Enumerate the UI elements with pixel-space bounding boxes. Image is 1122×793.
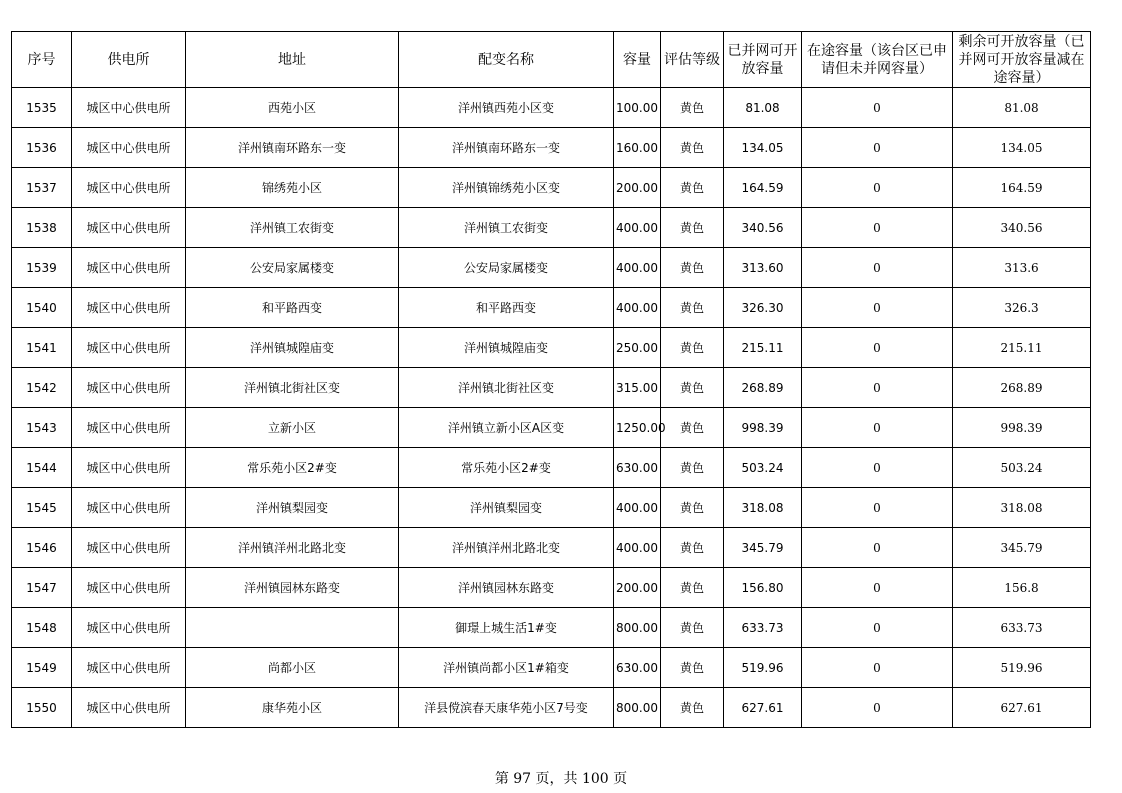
cell-grade: 黄色: [661, 448, 724, 488]
cell-transformer: 洋州镇园林东路变: [399, 568, 614, 608]
cell-no: 1544: [12, 448, 72, 488]
cell-connected: 519.96: [724, 648, 802, 688]
cell-capacity: 200.00: [614, 568, 661, 608]
cell-transformer: 和平路西变: [399, 288, 614, 328]
cell-grade: 黄色: [661, 648, 724, 688]
cell-address: [186, 608, 399, 648]
cell-transformer: 洋州镇工农街变: [399, 208, 614, 248]
header-row: [12, 32, 1091, 88]
cell-transformer: 洋州镇北街社区变: [399, 368, 614, 408]
cell-address: 洋州镇洋州北路北变: [186, 528, 399, 568]
cell-office: 城区中心供电所: [72, 128, 186, 168]
cell-address: 尚都小区: [186, 648, 399, 688]
header-transit: 在途容量（该台区已申请但未并网容量）: [802, 32, 953, 88]
cell-capacity: 250.00: [614, 328, 661, 368]
cell-capacity: 400.00: [614, 208, 661, 248]
cell-office: 城区中心供电所: [72, 688, 186, 728]
cell-no: 1548: [12, 608, 72, 648]
cell-transformer: 洋州镇立新小区A区变: [399, 408, 614, 448]
cell-office: 城区中心供电所: [72, 568, 186, 608]
cell-connected: 81.08: [724, 88, 802, 128]
table-row: [12, 368, 1091, 408]
cell-no: 1541: [12, 328, 72, 368]
cell-transformer: 洋州镇梨园变: [399, 488, 614, 528]
cell-transformer: 洋州镇洋州北路北变: [399, 528, 614, 568]
cell-transit: 0: [802, 608, 953, 648]
cell-grade: 黄色: [661, 488, 724, 528]
table-row: [12, 168, 1091, 208]
cell-grade: 黄色: [661, 168, 724, 208]
cell-grade: 黄色: [661, 248, 724, 288]
cell-transit: 0: [802, 408, 953, 448]
cell-remaining: 156.8: [953, 568, 1091, 608]
table-row: [12, 128, 1091, 168]
cell-capacity: 160.00: [614, 128, 661, 168]
cell-transformer: 御璟上城生活1#变: [399, 608, 614, 648]
cell-transit: 0: [802, 88, 953, 128]
cell-grade: 黄色: [661, 368, 724, 408]
cell-address: 洋州镇工农街变: [186, 208, 399, 248]
cell-address: 洋州镇南环路东一变: [186, 128, 399, 168]
cell-no: 1542: [12, 368, 72, 408]
cell-transit: 0: [802, 568, 953, 608]
cell-transit: 0: [802, 488, 953, 528]
cell-office: 城区中心供电所: [72, 88, 186, 128]
cell-capacity: 800.00: [614, 688, 661, 728]
cell-remaining: 340.56: [953, 208, 1091, 248]
cell-no: 1537: [12, 168, 72, 208]
cell-grade: 黄色: [661, 288, 724, 328]
cell-remaining: 268.89: [953, 368, 1091, 408]
cell-connected: 627.61: [724, 688, 802, 728]
cell-remaining: 503.24: [953, 448, 1091, 488]
cell-connected: 633.73: [724, 608, 802, 648]
cell-address: 和平路西变: [186, 288, 399, 328]
cell-transit: 0: [802, 448, 953, 488]
cell-transit: 0: [802, 368, 953, 408]
header-grade: 评估等级: [661, 32, 724, 88]
cell-no: 1540: [12, 288, 72, 328]
cell-transformer: 洋州镇西苑小区变: [399, 88, 614, 128]
cell-capacity: 400.00: [614, 248, 661, 288]
cell-transit: 0: [802, 528, 953, 568]
cell-grade: 黄色: [661, 608, 724, 648]
cell-remaining: 633.73: [953, 608, 1091, 648]
table-row: [12, 648, 1091, 688]
table-row: [12, 248, 1091, 288]
cell-transit: 0: [802, 128, 953, 168]
cell-no: 1539: [12, 248, 72, 288]
cell-capacity: 400.00: [614, 288, 661, 328]
cell-address: 康华苑小区: [186, 688, 399, 728]
cell-connected: 313.60: [724, 248, 802, 288]
cell-no: 1547: [12, 568, 72, 608]
cell-transformer: 洋州镇锦绣苑小区变: [399, 168, 614, 208]
cell-address: 立新小区: [186, 408, 399, 448]
cell-address: 洋州镇北街社区变: [186, 368, 399, 408]
cell-no: 1535: [12, 88, 72, 128]
cell-capacity: 1250.00: [614, 408, 661, 448]
cell-transit: 0: [802, 288, 953, 328]
capacity-table: [11, 31, 1091, 728]
cell-no: 1543: [12, 408, 72, 448]
header-address: 地址: [186, 32, 399, 88]
cell-remaining: 318.08: [953, 488, 1091, 528]
cell-address: 锦绣苑小区: [186, 168, 399, 208]
table-row: [12, 288, 1091, 328]
table-row: [12, 328, 1091, 368]
table-row: [12, 448, 1091, 488]
cell-capacity: 200.00: [614, 168, 661, 208]
cell-connected: 156.80: [724, 568, 802, 608]
cell-office: 城区中心供电所: [72, 408, 186, 448]
cell-remaining: 81.08: [953, 88, 1091, 128]
header-capacity: 容量: [614, 32, 661, 88]
table-row: [12, 208, 1091, 248]
table-row: [12, 488, 1091, 528]
cell-remaining: 313.6: [953, 248, 1091, 288]
header-transformer: 配变名称: [399, 32, 614, 88]
cell-address: 公安局家属楼变: [186, 248, 399, 288]
cell-grade: 黄色: [661, 88, 724, 128]
cell-connected: 326.30: [724, 288, 802, 328]
cell-remaining: 215.11: [953, 328, 1091, 368]
header-remaining: 剩余可开放容量（已并网可开放容量减在途容量）: [953, 32, 1091, 88]
cell-transit: 0: [802, 168, 953, 208]
cell-office: 城区中心供电所: [72, 488, 186, 528]
cell-capacity: 400.00: [614, 528, 661, 568]
cell-office: 城区中心供电所: [72, 448, 186, 488]
cell-office: 城区中心供电所: [72, 248, 186, 288]
table-row: [12, 608, 1091, 648]
cell-connected: 134.05: [724, 128, 802, 168]
cell-transit: 0: [802, 648, 953, 688]
cell-transformer: 公安局家属楼变: [399, 248, 614, 288]
cell-remaining: 134.05: [953, 128, 1091, 168]
cell-transit: 0: [802, 208, 953, 248]
cell-no: 1549: [12, 648, 72, 688]
cell-address: 常乐苑小区2#变: [186, 448, 399, 488]
cell-office: 城区中心供电所: [72, 168, 186, 208]
cell-transit: 0: [802, 328, 953, 368]
cell-office: 城区中心供电所: [72, 288, 186, 328]
cell-transformer: 常乐苑小区2#变: [399, 448, 614, 488]
cell-address: 洋州镇园林东路变: [186, 568, 399, 608]
cell-no: 1546: [12, 528, 72, 568]
cell-grade: 黄色: [661, 408, 724, 448]
cell-no: 1545: [12, 488, 72, 528]
cell-connected: 998.39: [724, 408, 802, 448]
cell-office: 城区中心供电所: [72, 208, 186, 248]
cell-capacity: 630.00: [614, 648, 661, 688]
cell-remaining: 164.59: [953, 168, 1091, 208]
cell-address: 洋州镇城隍庙变: [186, 328, 399, 368]
cell-remaining: 998.39: [953, 408, 1091, 448]
cell-no: 1550: [12, 688, 72, 728]
cell-grade: 黄色: [661, 528, 724, 568]
cell-transformer: 洋县傥滨春天康华苑小区7号变: [399, 688, 614, 728]
cell-remaining: 627.61: [953, 688, 1091, 728]
cell-office: 城区中心供电所: [72, 328, 186, 368]
table-row: [12, 528, 1091, 568]
cell-capacity: 100.00: [614, 88, 661, 128]
page-footer: 第 97 页，共 100 页: [494, 771, 628, 787]
cell-connected: 318.08: [724, 488, 802, 528]
cell-office: 城区中心供电所: [72, 608, 186, 648]
cell-connected: 268.89: [724, 368, 802, 408]
cell-capacity: 315.00: [614, 368, 661, 408]
cell-transformer: 洋州镇城隍庙变: [399, 328, 614, 368]
cell-transit: 0: [802, 248, 953, 288]
cell-address: 洋州镇梨园变: [186, 488, 399, 528]
table-row: [12, 688, 1091, 728]
cell-grade: 黄色: [661, 128, 724, 168]
cell-connected: 215.11: [724, 328, 802, 368]
cell-connected: 503.24: [724, 448, 802, 488]
cell-connected: 340.56: [724, 208, 802, 248]
header-no: 序号: [12, 32, 72, 88]
cell-grade: 黄色: [661, 568, 724, 608]
cell-office: 城区中心供电所: [72, 648, 186, 688]
cell-grade: 黄色: [661, 688, 724, 728]
cell-no: 1538: [12, 208, 72, 248]
cell-office: 城区中心供电所: [72, 528, 186, 568]
cell-transformer: 洋州镇尚都小区1#箱变: [399, 648, 614, 688]
cell-connected: 345.79: [724, 528, 802, 568]
header-office: 供电所: [72, 32, 186, 88]
cell-grade: 黄色: [661, 328, 724, 368]
cell-remaining: 326.3: [953, 288, 1091, 328]
cell-capacity: 800.00: [614, 608, 661, 648]
cell-no: 1536: [12, 128, 72, 168]
cell-remaining: 345.79: [953, 528, 1091, 568]
header-connected: 已并网可开放容量: [724, 32, 802, 88]
cell-capacity: 400.00: [614, 488, 661, 528]
table-row: [12, 88, 1091, 128]
cell-transformer: 洋州镇南环路东一变: [399, 128, 614, 168]
cell-address: 西苑小区: [186, 88, 399, 128]
cell-grade: 黄色: [661, 208, 724, 248]
cell-connected: 164.59: [724, 168, 802, 208]
cell-office: 城区中心供电所: [72, 368, 186, 408]
table-row: [12, 568, 1091, 608]
cell-remaining: 519.96: [953, 648, 1091, 688]
table-row: [12, 408, 1091, 448]
cell-capacity: 630.00: [614, 448, 661, 488]
cell-transit: 0: [802, 688, 953, 728]
